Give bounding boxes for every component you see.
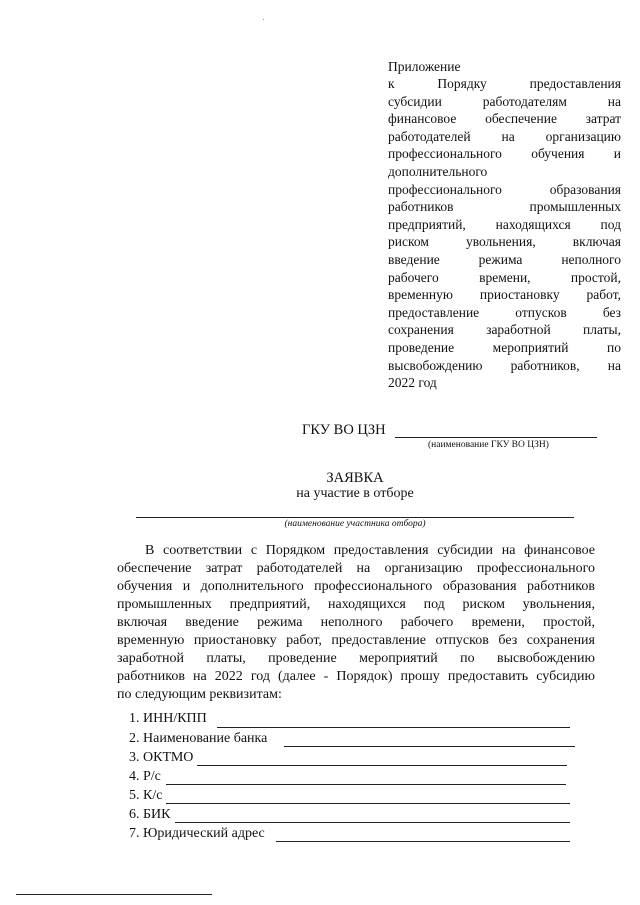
- appendix-line: 2022 год: [388, 375, 437, 391]
- body-line: промышленных предприятий, находящихся под риском увольнения,: [117, 597, 595, 612]
- correspondent-account-label: 5. К/с: [129, 788, 163, 803]
- appendix-line: предприятий, находящихся под: [388, 216, 621, 232]
- footnote-separator: [16, 894, 212, 895]
- appendix-line: работников промышленных: [388, 199, 621, 215]
- gku-label: ГКУ ВО ЦЗН: [302, 422, 386, 438]
- appendix-line: сохранения заработной платы,: [388, 322, 621, 338]
- gku-name-field[interactable]: [395, 437, 597, 438]
- body-line: включая введение режима неполного рабочего времени, простой,: [117, 615, 595, 630]
- application-subtitle: на участие в отборе: [296, 486, 414, 501]
- appendix-line: к Порядку предоставления: [388, 76, 621, 91]
- body-line: обеспечение затрат работодателей на организацию профессионального: [117, 561, 595, 576]
- body-line: В соответствии с Порядком предоставления субсидии на финансовое: [145, 543, 595, 558]
- participant-name-field[interactable]: [136, 517, 574, 518]
- correspondent-account-field[interactable]: [166, 803, 570, 804]
- settlement-account-field[interactable]: [166, 784, 566, 785]
- appendix-line: финансовое обеспечение затрат: [388, 111, 621, 127]
- inn-kpp-field[interactable]: [217, 727, 570, 728]
- appendix-line: рабочего времени, простой,: [388, 269, 621, 285]
- body-line: временную приостановку работ, предоставление отпусков без сохранения: [117, 633, 595, 648]
- appendix-line: субсидии работодателям на: [388, 93, 621, 109]
- appendix-line: введение режима неполного: [388, 251, 621, 267]
- body-line: заработной платы, проведение мероприятий по высвобождению: [117, 651, 595, 666]
- oktmo-label: 3. ОКТМО: [129, 750, 194, 765]
- appendix-text: [388, 75, 621, 392]
- settlement-account-label: 4. Р/с: [129, 769, 161, 784]
- body-paragraph: [117, 542, 595, 704]
- appendix-line: дополнительного: [388, 163, 488, 179]
- body-line: по следующим реквизитам:: [117, 687, 282, 702]
- appendix-title: Приложение: [388, 59, 461, 74]
- application-title: ЗАЯВКА: [326, 470, 384, 486]
- appendix-line: временную приостановку работ,: [388, 287, 621, 303]
- appendix-line: профессионального обучения и: [388, 146, 621, 162]
- appendix-line: проведение мероприятий по: [388, 339, 621, 355]
- gku-caption: (наименование ГКУ ВО ЦЗН): [428, 440, 549, 450]
- scan-dot: [263, 19, 264, 20]
- legal-address-label: 7. Юридический адрес: [129, 826, 265, 841]
- bik-label: 6. БИК: [129, 807, 171, 822]
- bank-name-label: 2. Наименование банка: [129, 731, 268, 746]
- appendix-line: предоставление отпусков без: [388, 304, 621, 320]
- appendix-line: профессионального образования: [388, 181, 621, 197]
- inn-kpp-label: 1. ИНН/КПП: [129, 711, 207, 726]
- bik-field[interactable]: [175, 822, 570, 823]
- body-line: работников на 2022 год (далее - Порядок) прошу предоставить субсидию: [117, 669, 595, 684]
- body-line: обучения и дополнительного профессионального образования работников: [117, 579, 595, 594]
- appendix-line: риском увольнения, включая: [388, 234, 621, 250]
- legal-address-field[interactable]: [276, 841, 570, 842]
- oktmo-field[interactable]: [197, 765, 567, 766]
- appendix-line: высвобождению работников, на: [388, 357, 621, 373]
- bank-name-field[interactable]: [284, 746, 575, 747]
- participant-caption: (наименование участника отбора): [284, 519, 426, 529]
- appendix-line: работодателей на организацию: [388, 128, 621, 144]
